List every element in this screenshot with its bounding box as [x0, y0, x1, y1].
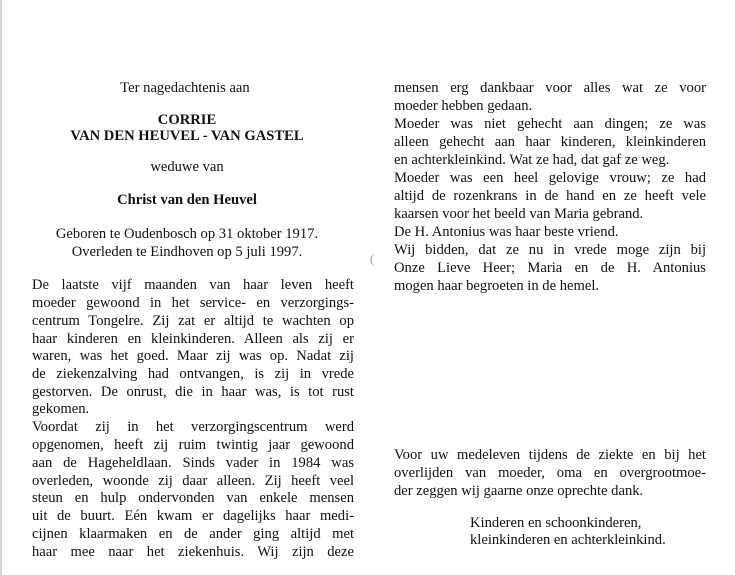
body-line: De laatste vijf maanden van haar leven heeft	[32, 277, 354, 293]
birth-line: Geboren te Oudenbosch op 31 oktober 1917.	[55, 226, 319, 242]
body-line: uit de buurt. Eén kwam er dagelijks haar medi-	[32, 508, 354, 524]
intro-text: Ter nagedachtenis aan	[120, 80, 250, 96]
body-line: waren, was het goed. Maar zij was op. Nadat zij	[32, 348, 354, 364]
death-line: Overleden te Eindhoven op 5 juli 1997.	[71, 244, 303, 260]
body-line: de ziekenzalving had ontvangen, is zij in vrede	[32, 366, 354, 382]
body-line: haar kinderen en kleinkinderen. Alleen als zij er	[32, 331, 354, 347]
body-line: alleen gehecht aan haar kinderen, kleinkinderen	[394, 134, 706, 150]
body-line: Wij bidden, dat ze nu in vrede moge zijn bij	[394, 242, 706, 258]
body-line: opgenomen, heeft zij ruim twintig jaar gewoond	[32, 437, 354, 453]
body-line: cijnen klaarmaken en de ander ging altijd met	[32, 526, 354, 542]
right-panel	[394, 0, 706, 575]
body-line: altijd de rozenkrans in de hand en ze heeft vele	[394, 188, 706, 204]
thanks-line: Voor uw medeleven tijdens de ziekte en bij het	[394, 447, 706, 463]
body-line: haar mee naar het ziekenhuis. Wij zijn deze	[32, 544, 354, 560]
body-line: en achterkleinkind. Wat ze had, dat gaf ze weg.	[394, 152, 670, 168]
body-line: Voordat zij in het verzorgingscentrum werd	[32, 419, 354, 435]
body-line: gekomen.	[32, 401, 90, 417]
body-line: Moeder was niet gehecht aan dingen; ze was	[394, 116, 706, 132]
margin-mark: (	[370, 251, 375, 266]
deceased-full-name: VAN DEN HEUVEL - VAN GASTEL	[70, 128, 304, 144]
body-line: kaarsen voor het beeld van Maria gebrand.	[394, 206, 644, 222]
body-line: aan de Hageheldlaan. Sinds vader in 1984 was	[32, 455, 354, 471]
left-panel	[32, 0, 354, 575]
body-line: moeder hebben gedaan.	[394, 98, 533, 114]
body-line: overleden, woonde zij daar alleen. Zij heeft veel	[32, 473, 354, 489]
body-line: De H. Antonius was haar beste vriend.	[394, 224, 619, 240]
body-line: moeder gewoond in het service- en verzorgings-	[32, 295, 354, 311]
body-line: Moeder was een heel gelovige vrouw; ze had	[394, 170, 706, 186]
thanks-line: overlijden van moeder, oma en overgrootmoe-	[394, 465, 706, 481]
body-line: mensen erg dankbaar voor alles wat ze voor	[394, 80, 706, 96]
thanks-line: der zeggen wij gaarne onze oprechte dank.	[394, 483, 644, 499]
signature-line: kleinkinderen en achterkleinkind.	[470, 532, 666, 548]
body-line: mogen haar begroeten in de hemel.	[394, 278, 600, 294]
deceased-first-name: CORRIE	[157, 112, 217, 128]
relation-text: weduwe van	[150, 159, 224, 175]
body-line: steun en hulp ondervonden van enkele mensen	[32, 490, 354, 506]
spouse-name: Christ van den Heuvel	[117, 192, 257, 208]
body-line: centrum Tongelre. Zij zat er altijd te wachten op	[32, 313, 354, 329]
card-edge	[0, 0, 2, 575]
body-line: gestorven. De onrust, die in haar was, is tot rust	[32, 384, 354, 400]
body-line: Onze Lieve Heer; Maria en de H. Antonius	[394, 260, 706, 276]
signature-line: Kinderen en schoonkinderen,	[470, 515, 642, 531]
